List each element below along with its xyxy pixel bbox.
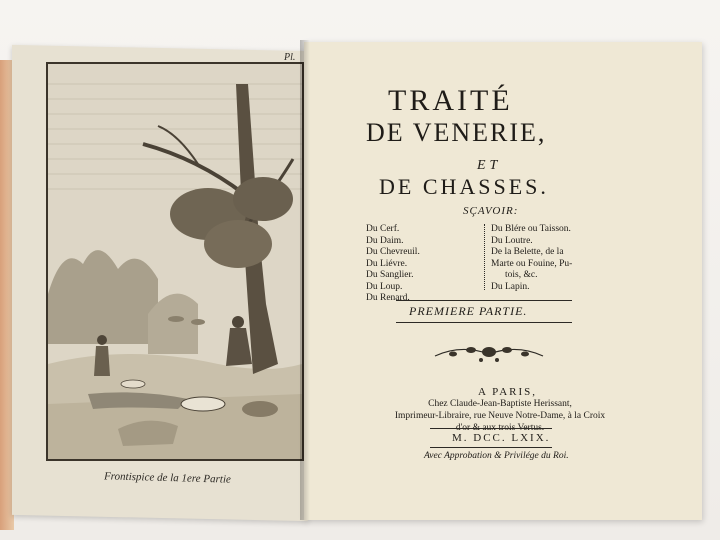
frontispiece-caption: Frontispice de la 1ere Partie — [103, 470, 232, 486]
title-et: ET — [477, 158, 502, 173]
title-traite: TRAITÉ — [388, 84, 513, 117]
animal-item: Du Loup. — [366, 281, 403, 292]
printer-line: d'or & aux trois Vertus. — [455, 423, 545, 433]
animal-item: Du Chevreuil. — [366, 247, 420, 257]
animal-list-right — [491, 224, 572, 293]
animal-item: Du Lapin. — [491, 281, 530, 292]
approbation: Avec Approbation & Privilége du Roi. — [424, 451, 569, 461]
title-de-venerie: DE VENERIE, — [366, 118, 547, 147]
animal-item: Du Renard. — [366, 293, 410, 303]
rule-date-top — [430, 428, 552, 429]
column-divider — [484, 224, 485, 290]
publication-date: M. DCC. LXIX. — [452, 432, 551, 444]
animal-item: Du Liévre. — [366, 258, 408, 269]
rule-date-bottom — [430, 447, 552, 448]
printer-line: Imprimeur-Libraire, rue Neuve Notre-Dame, à la Croix — [394, 411, 606, 421]
animal-list-left — [366, 224, 420, 305]
animal-item: Du Loutre. — [491, 235, 533, 246]
rule-top — [396, 300, 572, 301]
plate-number: Pl. — [284, 52, 296, 63]
premiere-partie: PREMIERE PARTIE. — [409, 304, 528, 318]
animal-item: Du Daim. — [366, 235, 404, 246]
frontispiece-engraving — [46, 62, 304, 461]
city: A PARIS, — [478, 386, 538, 398]
animal-item: tois, &c. — [505, 270, 538, 280]
animal-item: Marte ou Fouine, Pu- — [491, 258, 573, 269]
scavoir-heading: SÇAVOIR: — [463, 205, 519, 217]
animal-item: Du Sanglier. — [366, 270, 414, 280]
animal-item: De la Belette, de la — [491, 247, 564, 257]
floral-ornament — [431, 338, 547, 368]
rule-bottom — [396, 322, 572, 323]
animal-item: Du Cerf. — [366, 224, 400, 234]
title-de-chasses: DE CHASSES. — [379, 174, 549, 199]
animal-item: Du Blére ou Taisson. — [491, 224, 571, 234]
book-gutter — [300, 40, 310, 520]
printer-line: Chez Claude-Jean-Baptiste Herissant, — [428, 399, 572, 409]
